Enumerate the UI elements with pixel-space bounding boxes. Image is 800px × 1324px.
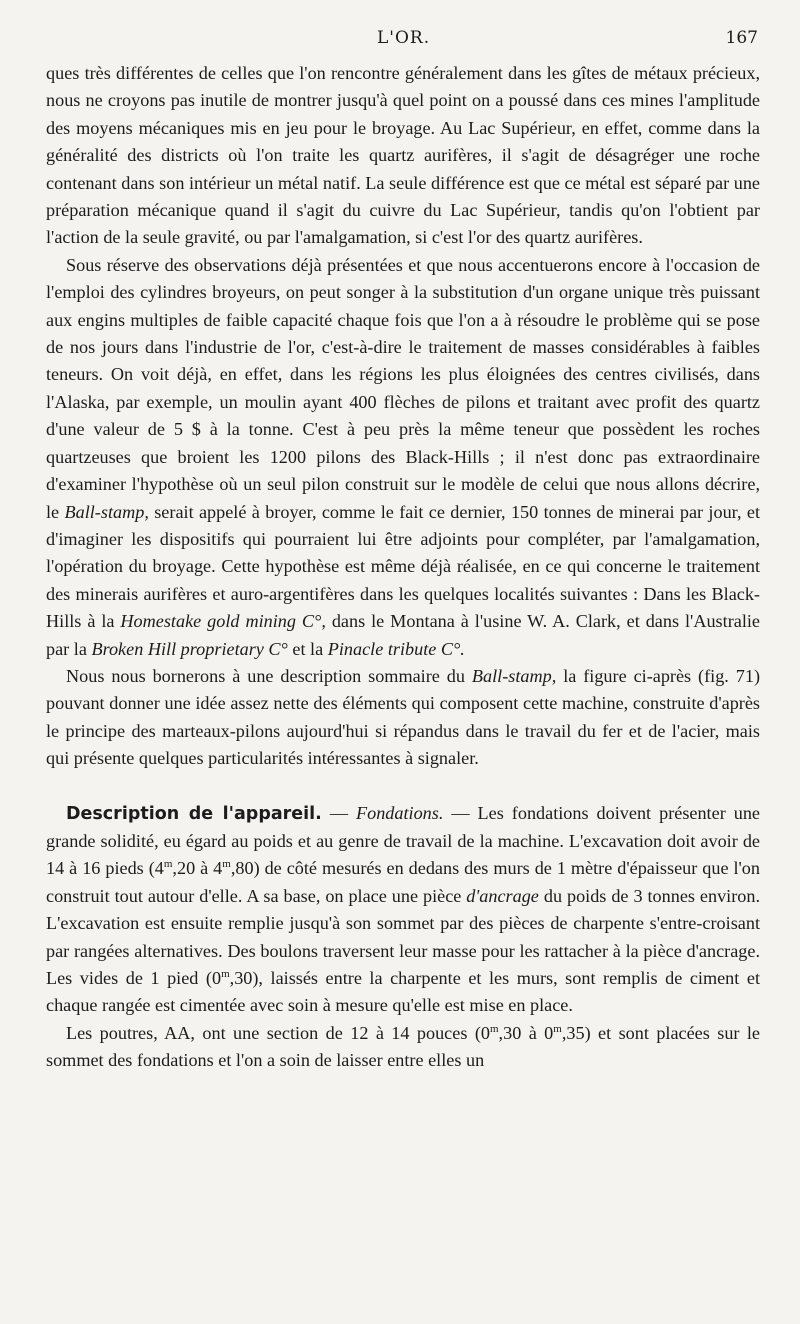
unit-superscript: m: [553, 1022, 562, 1035]
italic-term: d'ancrage: [466, 885, 539, 906]
paragraph-text: ques très différentes de celles que l'on rencontre généralement dans les gîtes de métaux précieux, nous ne croyons pas inutile de montrer jusqu'à quel point on a poussé dans ces mines l'amplitude des moyens mécaniques mis en jeu pour le broyage. Au Lac Supérieur, en effet, comme dans la généralité des districts où l'on traite les quartz aurifères, il s'agit de désagréger une roche contenant dans son intérieur un métal natif. La seule différence est que ce métal est séparé par une préparation mécanique quand il s'agit du cuivre du Lac Supérieur, tandis qu'on l'obtient par l'action de la seule gravité, ou par l'amalgamation, si c'est l'or des quartz aurifères.: [46, 63, 760, 248]
italic-term: Ball-stamp,: [471, 665, 557, 686]
paragraph-text: serait appelé à broyer, comme le fait ce dernier, 150 tonnes de minerai par jour, et d'imaginer les dispositifs qui pourraient lui être adjoints pour compléter, par l'amalgamation, l'opération du broyage. Cette hypothèse est même déjà réalisée, en ce qui concerne le traitement des minerais aurifères et auro-argentifères dans les quelques localités suivantes : Dans les Black-Hills à la: [46, 501, 761, 632]
body-text: [46, 60, 760, 1075]
paragraph-text: ,35) et sont placées sur le sommet des fondations et l'on a soin de laisser entre elles un: [46, 1022, 761, 1071]
paragraph-text: du poids de 3 tonnes environ. L'excavation est ensuite remplie jusqu'à son sommet par des pièces de charpente s'entre-croisant par rangées alternatives. Des boulons traversent leur masse pour les rattacher à la pièce d'ancrage. Les vides de 1 pied (0: [46, 885, 761, 988]
italic-term: Broken Hill proprietary C°: [91, 638, 288, 659]
running-title: L'OR.: [377, 28, 431, 48]
italic-term: Homestake gold mining C°,: [120, 611, 326, 632]
paragraph-text: dans le Montana à l'usine W. A. Clark, et dans l'Australie par la: [46, 611, 760, 659]
dash: —: [329, 802, 348, 823]
italic-term: Ball-stamp,: [64, 501, 149, 522]
paragraph-text: la figure ci-après (fig. 71) pouvant donner une idée assez nette des éléments qui composent cette machine, construite d'après le principe des marteaux-pilons aujourd'hui si répandus dans le travail du fer et de l'acier, mais qui présente quelques particularités intéressantes à signaler.: [46, 665, 761, 769]
italic-term: Pinacle tribute C°.: [327, 638, 465, 659]
paragraph-text: — Les fondations doivent présenter une grande solidité, eu égard au poids et au genre de travail de la machine. L'excavation doit avoir de 14 à 16 pieds (4: [46, 802, 760, 879]
paragraph-text: Les poutres, AA, ont une section de 12 à 14 pouces (0: [66, 1022, 490, 1043]
paragraph-text: ,80) de côté mesurés en dedans des murs de 1 mètre d'épaisseur que l'on construit tout autour d'elle. A sa base, on place une pièce: [46, 858, 760, 906]
unit-superscript: m: [489, 1022, 499, 1035]
page-number: 167: [725, 28, 758, 48]
section-heading: Description de l'appareil.: [66, 803, 322, 824]
paragraph: [46, 663, 760, 773]
paragraph-text: Sous réserve des observations déjà présentées et que nous accentuerons encore à l'occasion de l'emploi des cylindres broyeurs, on peut songer à la substitution d'un organe unique très puissant aux engins multiples de faible capacité chaque fois que l'on a à résoudre le problème qui se pose de nos jours dans l'industrie de l'or, c'est-à-dire le traitement de masses considérables à faibles teneurs. On voit déjà, en effet, dans les régions les plus éloignées des centres civilisés, dans l'Alaska, par exemple, un moulin ayant 400 flèches de pilons et traitant avec profit des quartz d'une valeur de 5 $ à la tonne. C'est à peu près la même teneur que possèdent les roches quartzeuses que broient les 1200 pilons des Black-Hills ; il n'est donc pas extraordinaire d'examiner l'hypothèse où un seul pilon construit sur le modèle de celui que nous allons décrire, le: [46, 254, 760, 522]
paragraph: [46, 1020, 760, 1075]
paragraph: [46, 800, 760, 1020]
unit-superscript: m: [222, 858, 231, 871]
section-gap: [46, 773, 760, 800]
paragraph-text: ,20 à 4: [172, 858, 223, 879]
page-header: [0, 28, 800, 52]
paragraph-text: et la: [292, 638, 324, 659]
unit-superscript: m: [163, 858, 173, 871]
paragraph: [46, 60, 760, 252]
paragraph-text: Nous nous bornerons à une description sommaire du: [66, 665, 465, 686]
paragraph-text: ,30), laissés entre la charpente et les murs, sont remplis de ciment et chaque rangée est cimentée avec soin à mesure qu'elle est mise en place.: [46, 968, 760, 1016]
unit-superscript: m: [221, 967, 230, 980]
italic-term: Fondations.: [355, 802, 444, 823]
paragraph-text: ,30 à 0: [498, 1022, 554, 1043]
paragraph: [46, 252, 760, 663]
